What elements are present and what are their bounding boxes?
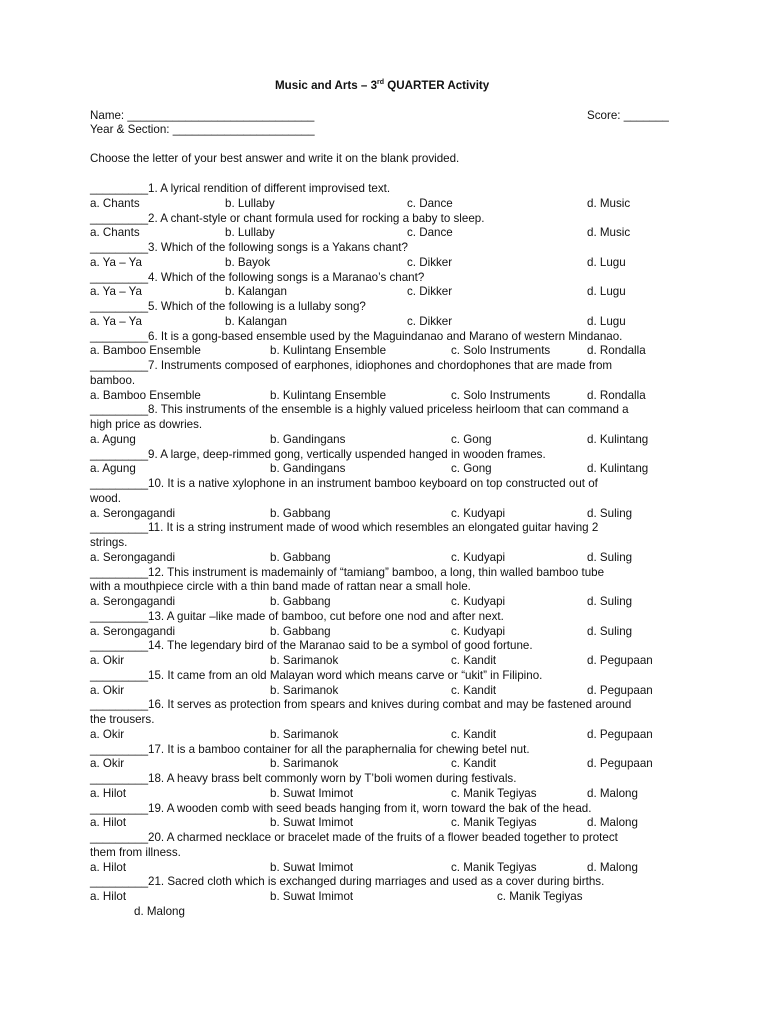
- answer-choice-c: c. Dance: [407, 226, 453, 240]
- question-text: _________2. A chant-style or chant formula used for rocking a baby to sleep.: [90, 211, 485, 225]
- question-text: _________19. A wooden comb with seed beads hanging from it, worn toward the bak of the head.: [90, 801, 592, 815]
- question-text: _________5. Which of the following is a lullaby song?: [90, 300, 366, 313]
- answer-choice-b: b. Gabbang: [270, 624, 331, 638]
- answer-choice-d: d. Pegupaan: [587, 654, 653, 667]
- question-text: _________17. It is a bamboo container for all the paraphernalia for chewing betel nut.: [90, 742, 530, 756]
- answer-choice-b: b. Kulintang Ensemble: [270, 388, 387, 402]
- answer-choice-c: c. Dance: [407, 196, 453, 210]
- answer-choice-d: d. Music: [587, 226, 631, 240]
- question-text: _________20. A charmed necklace or bracelet made of the fruits of a flower beaded together to protect: [90, 831, 618, 844]
- answer-choice-a: a. Serongagandi: [90, 595, 176, 608]
- question-text: _________4. Which of the following songs is a Maranao’s chant?: [90, 270, 425, 284]
- instructions: Choose the letter of your best answer and write it on the blank provided.: [90, 152, 460, 165]
- answer-choice-c: c. Solo Instruments: [451, 388, 551, 402]
- answer-choice-a: a. Okir: [90, 757, 125, 771]
- answer-choice-d: d. Kulintang: [587, 462, 649, 476]
- answer-choice-a: a. Hilot: [90, 890, 127, 903]
- answer-choice-b: b. Suwat Imimot: [270, 816, 354, 830]
- answer-choice-d: d. Malong: [587, 816, 638, 830]
- question-text: _________7. Instruments composed of earphones, idiophones and chordophones that are made from: [90, 359, 613, 372]
- answer-choice-c: c. Gong: [451, 462, 492, 476]
- answer-choice-b: b. Sarimanok: [270, 683, 339, 697]
- answer-choice-d: d. Malong: [587, 786, 638, 800]
- answer-choice-d: d. Kulintang: [587, 432, 649, 446]
- answer-choice-b: b. Suwat Imimot: [270, 890, 354, 903]
- question-text-continued: the trousers.: [90, 713, 155, 726]
- question-text-continued: high price as dowries.: [90, 418, 203, 431]
- answer-choice-c: c. Kudyapi: [451, 506, 506, 520]
- answer-choice-a: a. Okir: [90, 727, 125, 741]
- answer-choice-a: a. Ya – Ya: [90, 255, 143, 269]
- answer-choice-b: b. Lullaby: [225, 196, 275, 210]
- answer-choice-c: c. Manik Tegiyas: [497, 890, 583, 903]
- answer-choice-a: a. Chants: [90, 196, 140, 210]
- answer-choice-a: a. Hilot: [90, 816, 127, 830]
- answer-choice-b: b. Bayok: [225, 255, 271, 269]
- answer-choice-d: d. Malong: [587, 860, 638, 874]
- answer-choice-b: b. Sarimanok: [270, 727, 339, 741]
- answer-choice-b: b. Gandingans: [270, 462, 346, 476]
- question-text: _________15. It came from an old Malayan word which means carve or “ukit” in Filipino.: [90, 668, 543, 682]
- answer-choice-a: a. Chants: [90, 226, 140, 240]
- answer-choice-d: d. Malong: [134, 904, 185, 918]
- answer-choice-c: c. Kudyapi: [451, 595, 506, 608]
- question-text: _________1. A lyrical rendition of different improvised text.: [90, 182, 391, 195]
- question-text: _________13. A guitar –like made of bamboo, cut before one nod and after next.: [90, 609, 504, 623]
- question-text: _________21. Sacred cloth which is exchanged during marriages and used as a cover during births.: [90, 875, 605, 889]
- answer-choice-b: b. Kalangan: [225, 314, 287, 328]
- answer-choice-b: b. Kulintang Ensemble: [270, 344, 387, 358]
- page-title: Music and Arts – 3rd QUARTER Activity: [275, 79, 490, 92]
- answer-choice-a: a. Agung: [90, 462, 136, 476]
- answer-choice-a: a. Agung: [90, 432, 136, 446]
- question-text: _________14. The legendary bird of the Maranao said to be a symbol of good fortune.: [90, 639, 533, 653]
- question-text: _________18. A heavy brass belt commonly worn by T’boli women during festivals.: [90, 772, 517, 785]
- answer-choice-d: d. Lugu: [587, 255, 626, 269]
- answer-choice-c: c. Dikker: [407, 285, 453, 299]
- answer-choice-b: b. Lullaby: [225, 226, 275, 240]
- question-text: _________9. A large, deep-rimmed gong, vertically uspended hanged in wooden frames.: [90, 447, 546, 461]
- answer-choice-d: d. Rondalla: [587, 344, 646, 358]
- answer-choice-b: b. Kalangan: [225, 285, 287, 299]
- answer-choice-d: d. Suling: [587, 624, 633, 638]
- answer-choice-c: c. Kudyapi: [451, 624, 506, 638]
- answer-choice-b: b. Suwat Imimot: [270, 786, 354, 800]
- answer-choice-d: d. Suling: [587, 506, 633, 520]
- name-field[interactable]: Name: _____________________________: [90, 109, 315, 122]
- question-text-continued: strings.: [90, 536, 128, 549]
- answer-choice-c: c. Kudyapi: [451, 550, 506, 564]
- answer-choice-d: d. Suling: [587, 595, 633, 608]
- answer-choice-c: c. Kandit: [451, 654, 497, 667]
- answer-choice-b: b. Gandingans: [270, 432, 346, 446]
- question-text: _________11. It is a string instrument made of wood which resembles an elongated guitar having 2: [90, 521, 599, 535]
- answer-choice-d: d. Rondalla: [587, 388, 646, 402]
- answer-choice-d: d. Pegupaan: [587, 757, 653, 771]
- question-text-continued: with a mouthpiece circle with a thin band made of rattan near a small hole.: [90, 580, 471, 594]
- answer-choice-b: b. Gabbang: [270, 595, 331, 608]
- answer-choice-d: d. Music: [587, 196, 631, 210]
- answer-choice-c: c. Kandit: [451, 727, 497, 741]
- answer-choice-c: c. Dikker: [407, 255, 453, 269]
- answer-choice-a: a. Bamboo Ensemble: [90, 388, 201, 402]
- question-text: _________10. It is a native xylophone in an instrument bamboo keyboard on top constructed out of: [90, 477, 598, 490]
- question-text: _________16. It serves as protection from spears and knives during combat and may be fastened around: [90, 698, 632, 712]
- question-text: _________12. This instrument is mademainly of “tamiang” bamboo, a long, thin walled bamboo tube: [90, 565, 605, 579]
- answer-choice-d: d. Pegupaan: [587, 727, 653, 741]
- answer-choice-d: d. Suling: [587, 550, 633, 564]
- answer-choice-a: a. Hilot: [90, 860, 127, 874]
- score-field[interactable]: Score: _______: [587, 109, 669, 122]
- answer-choice-c: c. Manik Tegiyas: [451, 860, 537, 874]
- answer-choice-a: a. Hilot: [90, 786, 127, 800]
- answer-choice-c: c. Kandit: [451, 683, 497, 697]
- question-text-continued: wood.: [90, 491, 121, 505]
- answer-choice-a: a. Ya – Ya: [90, 314, 143, 328]
- answer-choice-d: d. Pegupaan: [587, 683, 653, 697]
- answer-choice-b: b. Gabbang: [270, 550, 331, 564]
- answer-choice-a: a. Serongagandi: [90, 506, 176, 520]
- question-text-continued: bamboo.: [90, 373, 136, 387]
- answer-choice-a: a. Okir: [90, 654, 125, 667]
- answer-choice-c: c. Gong: [451, 432, 492, 446]
- answer-choice-a: a. Serongagandi: [90, 624, 176, 638]
- answer-choice-c: c. Manik Tegiyas: [451, 816, 537, 830]
- answer-choice-d: d. Lugu: [587, 314, 626, 328]
- question-text: _________6. It is a gong-based ensemble used by the Maguindanao and Marano of western Mindanao.: [90, 329, 623, 343]
- answer-choice-c: c. Kandit: [451, 757, 497, 771]
- answer-choice-a: a. Serongagandi: [90, 550, 176, 564]
- answer-choice-b: b. Suwat Imimot: [270, 860, 354, 874]
- answer-choice-a: a. Ya – Ya: [90, 285, 143, 299]
- answer-choice-c: c. Dikker: [407, 314, 453, 328]
- question-text-continued: them from illness.: [90, 845, 181, 859]
- answer-choice-d: d. Lugu: [587, 285, 626, 299]
- answer-choice-a: a. Okir: [90, 683, 125, 697]
- answer-choice-b: b. Sarimanok: [270, 654, 339, 667]
- year-section-field[interactable]: Year & Section: ______________________: [90, 123, 315, 136]
- question-text: _________8. This instruments of the ensemble is a highly valued priceless heirloom that can command a: [90, 403, 629, 417]
- question-text: _________3. Which of the following songs is a Yakans chant?: [90, 241, 408, 254]
- answer-choice-c: c. Manik Tegiyas: [451, 786, 537, 800]
- answer-choice-b: b. Sarimanok: [270, 757, 339, 771]
- answer-choice-b: b. Gabbang: [270, 506, 331, 520]
- answer-choice-a: a. Bamboo Ensemble: [90, 344, 201, 358]
- answer-choice-c: c. Solo Instruments: [451, 344, 551, 358]
